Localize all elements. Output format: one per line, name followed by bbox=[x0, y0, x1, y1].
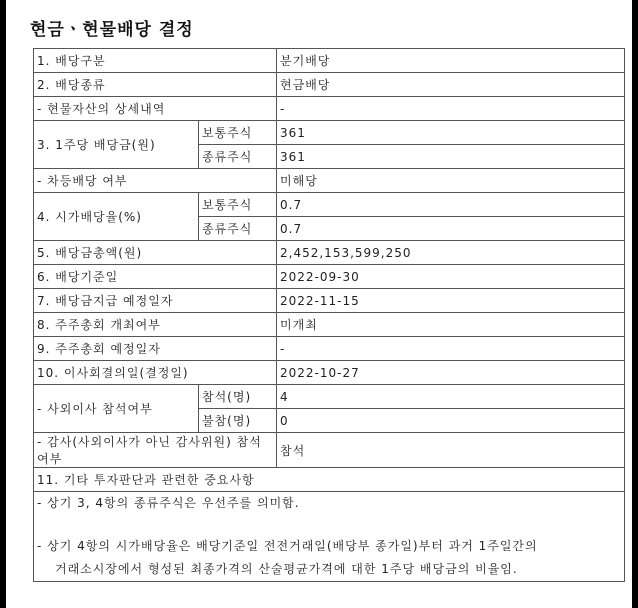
row-value: - bbox=[277, 337, 625, 361]
row-value: 4 bbox=[277, 385, 625, 409]
notes-cell bbox=[34, 492, 625, 582]
note-line: - 상기 3, 4항의 종류주식은 우선주를 의미함. bbox=[37, 496, 300, 510]
row-label: 8. 주주총회 개최여부 bbox=[34, 313, 277, 337]
table-row bbox=[34, 289, 625, 313]
row-label: 2. 배당종류 bbox=[34, 73, 277, 97]
table-row bbox=[34, 361, 625, 385]
row-label: - 현물자산의 상세내역 bbox=[34, 97, 277, 121]
row-label: - 감사(사외이사가 아닌 감사위원) 참석여부 bbox=[34, 433, 277, 468]
row-value: 2022-11-15 bbox=[277, 289, 625, 313]
row-label: 6. 배당기준일 bbox=[34, 265, 277, 289]
row-value: 0 bbox=[277, 409, 625, 433]
row-label: 4. 시가배당율(%) bbox=[34, 193, 199, 241]
row-value: 분기배당 bbox=[277, 49, 625, 73]
row-value: 미해당 bbox=[277, 169, 625, 193]
table-row bbox=[34, 169, 625, 193]
row-value: 0.7 bbox=[277, 217, 625, 241]
table-row bbox=[34, 313, 625, 337]
table-row bbox=[34, 97, 625, 121]
row-label: 10. 이사회결의일(결정일) bbox=[34, 361, 277, 385]
table-row bbox=[34, 492, 625, 582]
row-label: 3. 1주당 배당금(원) bbox=[34, 121, 199, 169]
table-row bbox=[34, 121, 625, 145]
row-sublabel: 종류주식 bbox=[199, 145, 277, 169]
row-value: 미개최 bbox=[277, 313, 625, 337]
row-value: 2,452,153,599,250 bbox=[277, 241, 625, 265]
row-label: 11. 기타 투자판단과 관련한 중요사항 bbox=[34, 468, 625, 492]
row-value: 361 bbox=[277, 145, 625, 169]
row-value: 2022-10-27 bbox=[277, 361, 625, 385]
table-row bbox=[34, 337, 625, 361]
note-line: 거래소시장에서 형성된 최종가격의 산술평균가격에 대한 1주당 배당금의 비율임. bbox=[55, 562, 518, 576]
table-row bbox=[34, 433, 625, 468]
table-row bbox=[34, 73, 625, 97]
row-sublabel: 종류주식 bbox=[199, 217, 277, 241]
row-sublabel: 보통주식 bbox=[199, 121, 277, 145]
row-label: 5. 배당금총액(원) bbox=[34, 241, 277, 265]
table-row bbox=[34, 265, 625, 289]
row-value: 0.7 bbox=[277, 193, 625, 217]
note-line: - 상기 4항의 시가배당율은 배당기준일 전전거래일(배당부 종가일)부터 과거 1주일간의 bbox=[37, 539, 538, 553]
row-sublabel: 보통주식 bbox=[199, 193, 277, 217]
row-label: 1. 배당구분 bbox=[34, 49, 277, 73]
document-frame bbox=[6, 0, 632, 608]
table-row bbox=[34, 241, 625, 265]
row-label: 9. 주주총회 예정일자 bbox=[34, 337, 277, 361]
row-label: - 사외이사 참석여부 bbox=[34, 385, 199, 433]
dividend-table bbox=[33, 48, 625, 582]
row-value: 361 bbox=[277, 121, 625, 145]
row-value: - bbox=[277, 97, 625, 121]
row-label: - 차등배당 여부 bbox=[34, 169, 277, 193]
table-row bbox=[34, 193, 625, 217]
table-row bbox=[34, 385, 625, 409]
row-sublabel: 참석(명) bbox=[199, 385, 277, 409]
table-row bbox=[34, 49, 625, 73]
table-row bbox=[34, 468, 625, 492]
page-title: 현금ㆍ현물배당 결정 bbox=[30, 20, 194, 40]
row-value: 참석 bbox=[277, 433, 625, 468]
row-value: 현금배당 bbox=[277, 73, 625, 97]
row-label: 7. 배당금지급 예정일자 bbox=[34, 289, 277, 313]
row-value: 2022-09-30 bbox=[277, 265, 625, 289]
row-sublabel: 불참(명) bbox=[199, 409, 277, 433]
